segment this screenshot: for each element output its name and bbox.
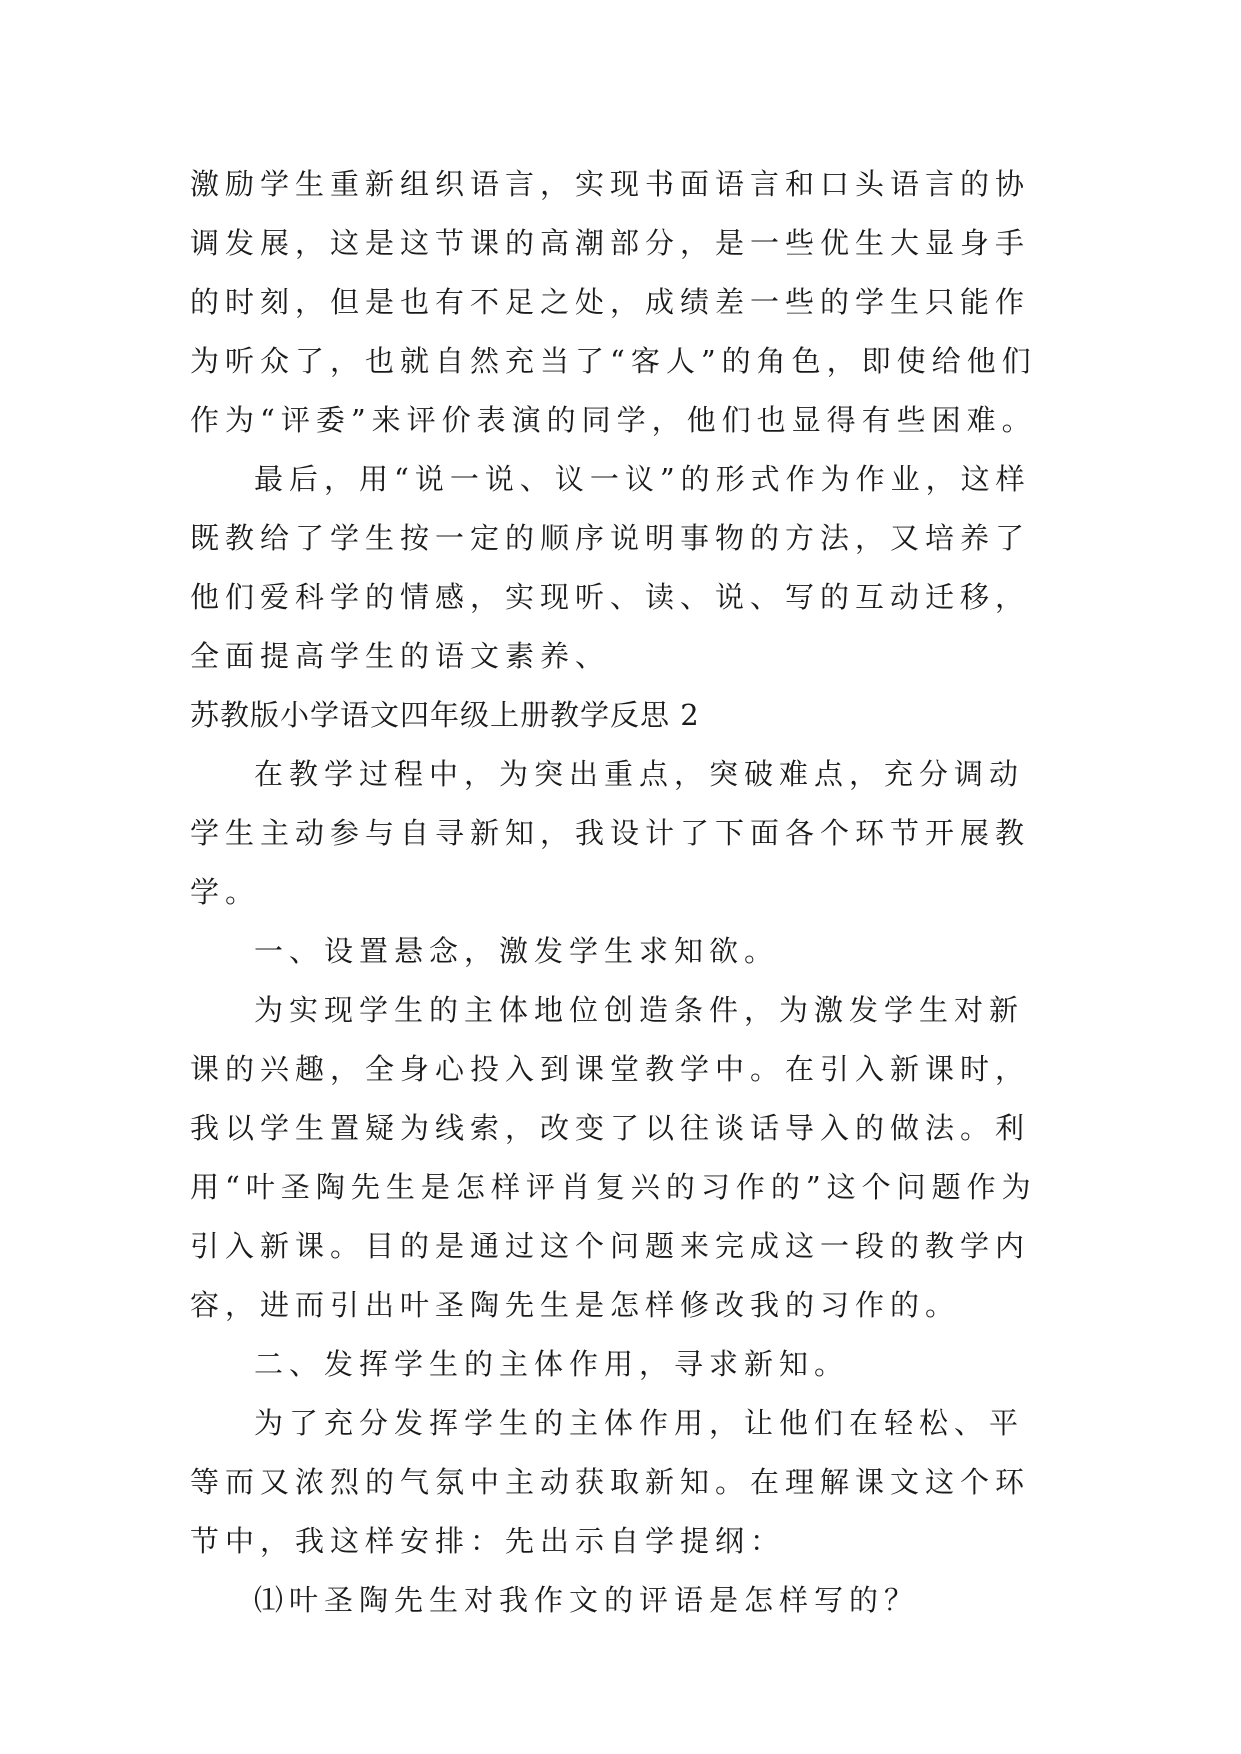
paragraph-continuation: 激励学生重新组织语言，实现书面语言和口头语言的协调发展，这是这节课的高潮部分，是一些优生大显身手的时刻，但是也有不足之处，成绩差一些的学生只能作为听众了，也就自然充当了“客人”的角色，即使给他们作为“评委”来评价表演的同学，他们也显得有些困难。 bbox=[190, 167, 1037, 437]
subheading-one: 一、设置悬念，激发学生求知欲。 bbox=[254, 934, 780, 968]
paragraph-homework: 最后，用“说一说、议一议”的形式作为作业，这样既教给了学生按一定的顺序说明事物的方法，又培养了他们爱科学的情感，实现听、读、说、写的互动迁移，全面提高学生的语文素养、 bbox=[190, 462, 1031, 673]
section-title: 苏教版小学语文四年级上册教学反思 2 bbox=[190, 698, 700, 732]
document-body bbox=[190, 155, 1058, 1630]
list-item-question-one: ⑴叶圣陶先生对我作文的评语是怎样写的？ bbox=[254, 1583, 920, 1617]
paragraph-subject-role: 为了充分发挥学生的主体作用，让他们在轻松、平等而又浓烈的气氛中主动获取新知。在理解课文这个环节中，我这样安排：先出示自学提纲： bbox=[190, 1406, 1031, 1558]
subheading-two: 二、发挥学生的主体作用，寻求新知。 bbox=[254, 1347, 850, 1381]
paragraph-intro: 在教学过程中，为突出重点，突破难点，充分调动学生主动参与自寻新知，我设计了下面各个环节开展教学。 bbox=[190, 757, 1031, 909]
paragraph-suspense: 为实现学生的主体地位创造条件，为激发学生对新课的兴趣，全身心投入到课堂教学中。在引入新课时，我以学生置疑为线索，改变了以往谈话导入的做法。利用“叶圣陶先生是怎样评肖复兴的习作的”这个问题作为引入新课。目的是通过这个问题来完成这一段的教学内容，进而引出叶圣陶先生是怎样修改我的习作的。 bbox=[190, 993, 1037, 1322]
